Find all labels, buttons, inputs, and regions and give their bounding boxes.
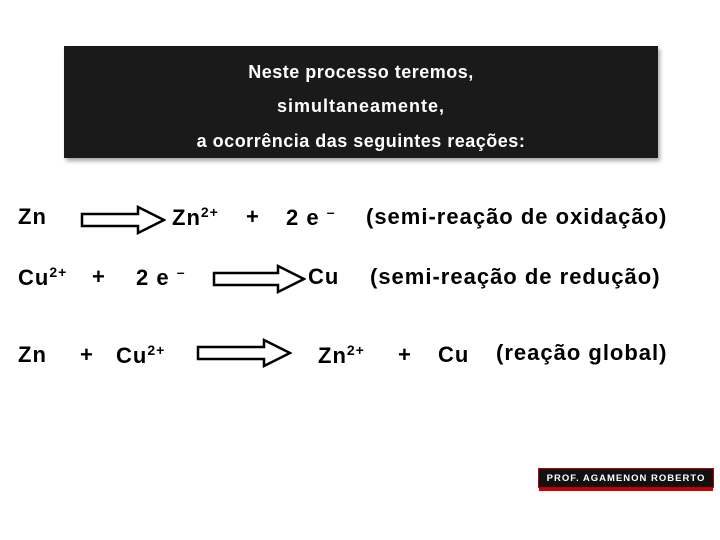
global-product-2: Cu — [438, 342, 470, 367]
oxidation-arrow-icon — [80, 205, 166, 235]
global-product-1: $Zn^{2+}$ — [318, 342, 365, 368]
title-banner — [64, 46, 658, 158]
global-plus-2: + — [398, 342, 412, 367]
reduction-arrow-icon — [212, 264, 306, 294]
global-product-1-charge: 2+ — [346, 342, 365, 358]
reduction-product: Cu — [308, 264, 340, 289]
banner-line-1: Neste processo teremos, — [248, 62, 474, 82]
oxidation-reactant: Zn — [18, 204, 47, 229]
reduction-electron-charge: – — [176, 264, 186, 280]
oxidation-electrons: 2 e – — [286, 204, 336, 230]
banner-line-2: simultaneamente, — [276, 96, 446, 116]
global-reactant-2-charge: 2+ — [147, 342, 166, 358]
banner-line-3: a ocorrência das seguintes reações: — [196, 131, 526, 151]
global-note: (reação global) — [496, 340, 668, 365]
oxidation-product-charge: 2+ — [200, 204, 219, 220]
author-credit: PROF. AGAMENON ROBERTO — [538, 468, 714, 488]
oxidation-product: $Zn^{2+}$ — [172, 204, 219, 230]
global-plus-1: + — [80, 342, 94, 367]
reduction-note: (semi-reação de redução) — [370, 264, 661, 289]
global-reactant-1: Zn — [18, 342, 47, 367]
global-reactant-2: $Cu^{2+}$ — [116, 342, 166, 368]
oxidation-electron-charge: – — [326, 204, 336, 220]
reduction-electrons: 2 e – — [136, 264, 186, 290]
reduction-reactant: $Cu^{2+}$ — [18, 264, 68, 290]
reduction-plus: + — [92, 264, 106, 289]
global-arrow-icon — [196, 338, 292, 368]
oxidation-plus: + — [246, 204, 260, 229]
reduction-reactant-charge: 2+ — [49, 264, 68, 280]
oxidation-note: (semi-reação de oxidação) — [366, 204, 668, 229]
